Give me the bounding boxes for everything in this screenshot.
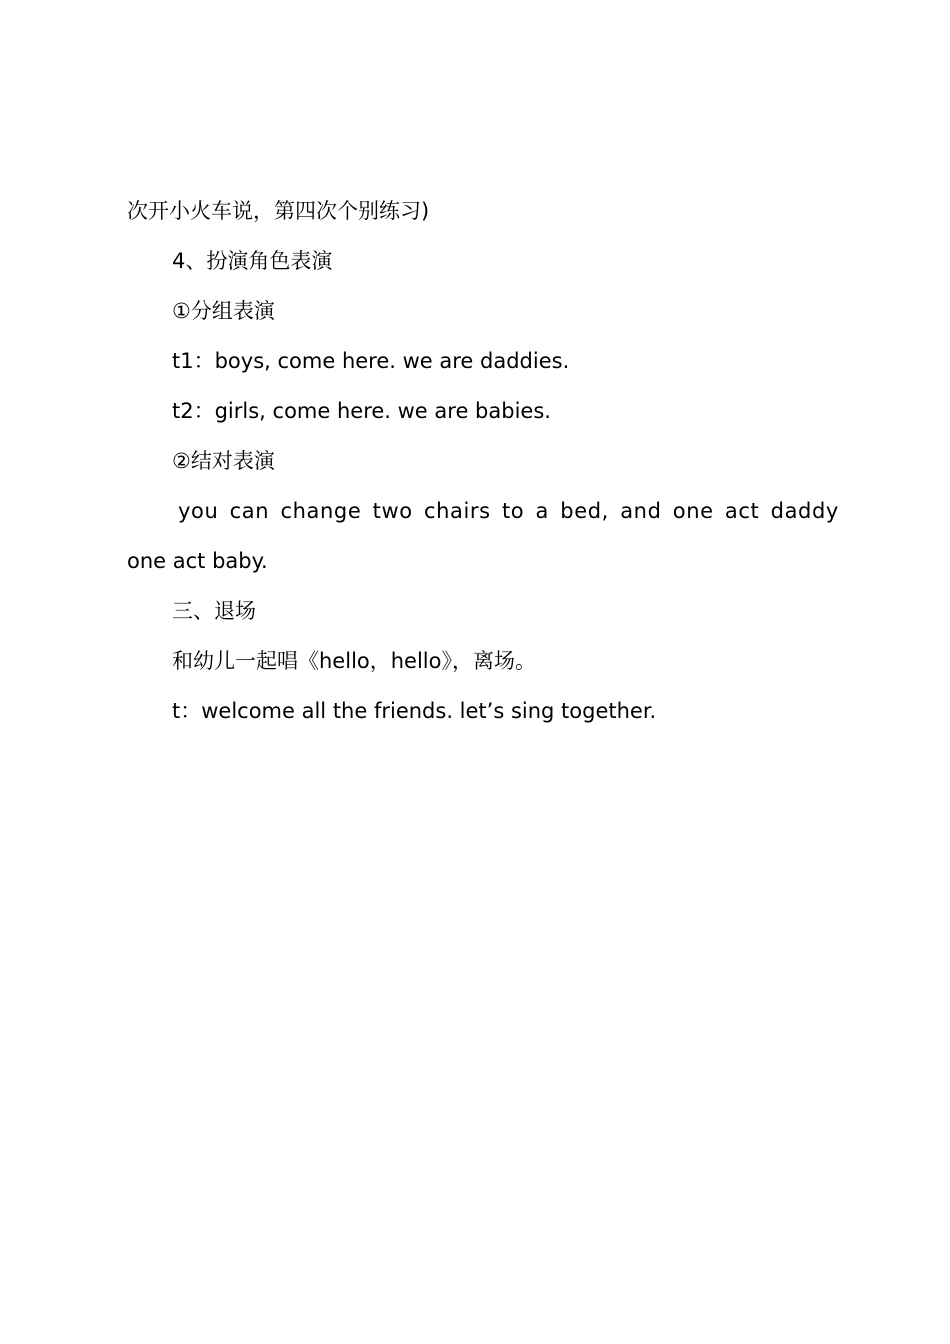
paragraph-line: 次开小火车说，第四次个别练习) (127, 199, 430, 223)
section-heading: 三、退场 (172, 599, 256, 623)
subsection-heading: ①分组表演 (172, 299, 275, 323)
paragraph-line: 和幼儿一起唱《hello，hello》，离场。 (172, 649, 536, 673)
section-heading: 4、扮演角色表演 (172, 249, 333, 273)
paragraph-line: one act baby. (127, 549, 268, 573)
dialogue-line: t：welcome all the friends. let’s sing together. (172, 699, 657, 723)
document-body (127, 186, 839, 736)
subsection-heading: ②结对表演 (172, 449, 275, 473)
dialogue-line: t1：boys, come here. we are daddies. (172, 349, 570, 373)
paragraph-line-justified: you can change two chairs to a bed, and one act daddy (178, 499, 839, 523)
dialogue-line: t2：girls, come here. we are babies. (172, 399, 551, 423)
